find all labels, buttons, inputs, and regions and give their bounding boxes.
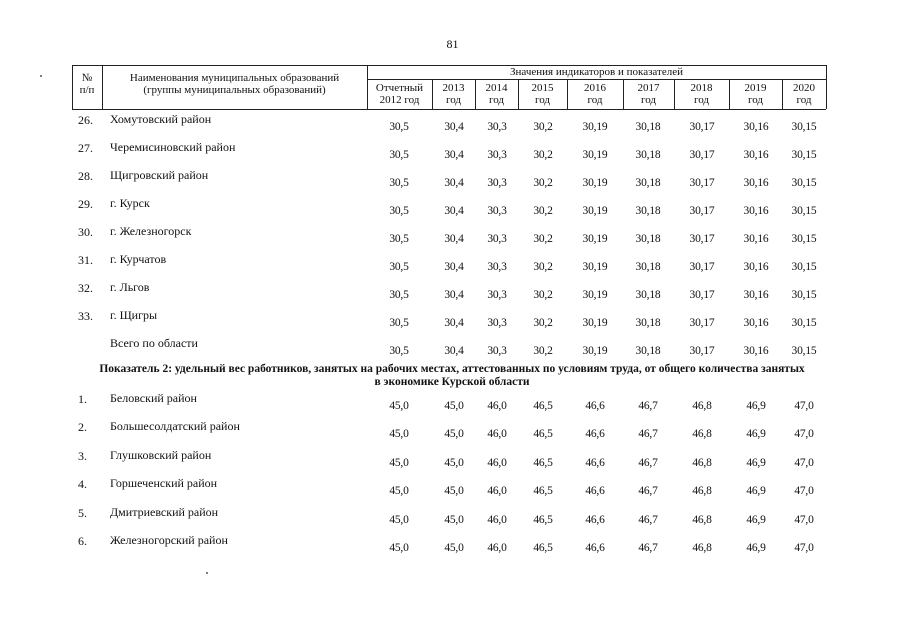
year-header-line1: 2017: [637, 82, 660, 94]
col-name-line1: Наименования муниципальных образований: [129, 72, 340, 84]
indicator-value: 30,18: [635, 149, 661, 161]
year-header-line1: 2018: [690, 82, 713, 94]
indicator-value: 47,0: [794, 513, 814, 526]
year-header-line1: 2016: [584, 82, 606, 94]
indicator-value: 30,2: [533, 317, 553, 329]
indicator-value: 30,15: [791, 317, 817, 329]
indicator-value: 30,16: [743, 233, 769, 245]
indicator-value: 30,5: [389, 233, 409, 245]
year-header-line1: Отчетный: [375, 82, 424, 94]
table-row: [72, 167, 826, 195]
indicator-value: 46,0: [487, 542, 507, 554]
indicator-value: 30,2: [533, 177, 553, 189]
indicator-value: 30,4: [444, 289, 464, 301]
indicator-value: 46,7: [638, 428, 658, 441]
indicator-value: 45,0: [444, 428, 464, 441]
indicator-value: 30,17: [689, 261, 715, 273]
row-number: 2.: [78, 420, 87, 435]
indicator-value: 30,19: [582, 261, 608, 273]
indicator-value: 30,2: [533, 289, 553, 301]
indicator-value: 30,5: [389, 345, 409, 357]
indicator-value: 46,7: [638, 456, 658, 469]
indicator-value: 45,0: [389, 400, 409, 412]
municipality-name: Щигровский район: [110, 168, 209, 182]
indicator-value: 46,7: [638, 400, 658, 412]
row-number: 5.: [78, 505, 87, 520]
municipality-name: г. Щигры: [110, 308, 158, 322]
indicator-value: 46,5: [533, 456, 553, 469]
row-number: 26.: [78, 113, 93, 127]
year-header-line2: год: [587, 94, 603, 106]
municipality-name: Горшеченский район: [110, 476, 218, 491]
indicator-value: 46,9: [746, 485, 766, 498]
municipality-name: Железногорский район: [110, 533, 228, 547]
indicator-value: 30,17: [689, 289, 715, 301]
indicator-value: 45,0: [444, 400, 464, 412]
indicator-value: 46,8: [692, 456, 712, 469]
indicator-value: 45,0: [444, 485, 464, 498]
indicator-value: 30,15: [791, 233, 817, 245]
page-number: 81: [446, 37, 459, 51]
indicator-value: 46,6: [585, 456, 605, 469]
indicator-value: 30,2: [533, 149, 553, 161]
indicator-value: 46,0: [487, 400, 507, 412]
scan-speck: [40, 75, 42, 77]
year-header: [432, 82, 475, 106]
indicator-value: 45,0: [389, 428, 409, 441]
table-header: [72, 65, 826, 109]
indicator-value: 47,0: [794, 485, 814, 498]
year-header: [475, 82, 518, 106]
table-row: [72, 279, 826, 307]
municipality-name: Большесолдатский район: [110, 419, 240, 434]
indicator-value: 45,0: [444, 542, 464, 554]
indicator-value: 46,6: [585, 400, 605, 412]
table-row: [72, 504, 826, 532]
indicator-value: 45,0: [389, 456, 409, 469]
indicator-value: 30,17: [689, 345, 715, 357]
indicator-value: 30,4: [444, 317, 464, 329]
indicator-value: 46,6: [585, 513, 605, 526]
row-number: 31.: [78, 253, 93, 267]
table-row: [72, 223, 826, 251]
municipality-name: г. Курск: [110, 196, 150, 210]
indicator-value: 46,9: [746, 428, 766, 441]
indicator-value: 30,18: [635, 205, 661, 217]
indicator-value: 30,17: [689, 205, 715, 217]
indicator-value: 30,16: [743, 149, 769, 161]
indicator-value: 30,18: [635, 345, 661, 357]
indicator-value: 45,0: [389, 542, 409, 554]
indicator-value: 30,19: [582, 177, 608, 189]
indicator-value: 30,19: [582, 233, 608, 245]
indicator-value: 47,0: [794, 428, 814, 441]
year-header: [567, 82, 623, 106]
indicator-2-line2: в экономике Курской области: [374, 376, 530, 388]
indicator-value: 30,15: [791, 177, 817, 189]
year-header: [623, 82, 674, 106]
indicator-value: 46,0: [487, 428, 507, 441]
indicator-value: 30,15: [791, 205, 817, 217]
indicator-value: 30,17: [689, 121, 715, 133]
indicator-value: 30,19: [582, 205, 608, 217]
indicator-value: 45,0: [444, 513, 464, 526]
indicator-value: 45,0: [389, 485, 409, 498]
row-number: 32.: [78, 281, 93, 295]
table-row: [72, 139, 826, 167]
municipality-name: г. Железногорск: [110, 224, 192, 238]
row-number: 1.: [78, 392, 87, 406]
indicator-value: 30,18: [635, 233, 661, 245]
indicator-value: 46,9: [746, 542, 766, 554]
indicator-value: 30,15: [791, 149, 817, 161]
indicator-value: 30,19: [582, 289, 608, 301]
col-name-line2: (группы муниципальных образований): [143, 84, 326, 96]
indicator-value: 30,4: [444, 205, 464, 217]
indicator-value: 30,16: [743, 121, 769, 133]
col-num-line2: п/п: [79, 84, 95, 96]
indicator-value: 46,5: [533, 400, 553, 412]
indicator-value: 30,16: [743, 177, 769, 189]
indicator-value: 30,2: [533, 205, 553, 217]
year-header-line2: год: [445, 94, 462, 106]
indicator-value: 46,7: [638, 513, 658, 526]
table-row: [72, 251, 826, 279]
row-number: 27.: [78, 141, 93, 155]
indicator-value: 30,18: [635, 317, 661, 329]
indicator-value: 30,3: [487, 177, 507, 189]
indicator-value: 30,18: [635, 121, 661, 133]
year-header-line1: 2019: [744, 82, 767, 94]
table-row: [72, 418, 826, 446]
table-row: [72, 307, 826, 335]
row-number: 28.: [78, 169, 93, 183]
indicator-value: 30,2: [533, 233, 553, 245]
year-header-line2: год: [488, 94, 505, 106]
indicator-value: 30,15: [791, 289, 817, 301]
row-number: 29.: [78, 197, 93, 211]
scan-speck: [206, 572, 208, 574]
indicator-value: 30,3: [487, 149, 507, 161]
indicator-value: 30,4: [444, 345, 464, 357]
indicator-value: 30,17: [689, 233, 715, 245]
indicator-value: 30,16: [743, 317, 769, 329]
year-header: [367, 82, 432, 106]
indicator-value: 30,3: [487, 317, 507, 329]
year-header: [518, 82, 567, 106]
indicator-value: 30,3: [487, 121, 507, 133]
indicator-value: 46,7: [638, 485, 658, 498]
col-num-header: [72, 72, 102, 96]
indicator-value: 30,4: [444, 261, 464, 273]
indicator-value: 30,5: [389, 121, 409, 133]
indicator-value: 46,0: [487, 485, 507, 498]
indicator-value: 30,17: [689, 317, 715, 329]
indicator-value: 30,15: [791, 121, 817, 133]
indicator-value: 30,3: [487, 289, 507, 301]
indicator-value: 30,19: [582, 121, 608, 133]
indicator-value: 30,19: [582, 345, 608, 357]
indicator-value: 46,6: [585, 428, 605, 441]
indicator-value: 30,4: [444, 121, 464, 133]
row-number: 3.: [78, 448, 87, 463]
year-header-line1: 2020: [793, 82, 815, 94]
col-num-line1: №: [81, 72, 93, 84]
year-header-line2: год: [796, 94, 812, 106]
municipality-name: Хомутовский район: [110, 112, 212, 126]
indicator-value: 46,5: [533, 513, 553, 526]
year-header-line1: 2013: [442, 82, 465, 94]
col-name-header: [102, 72, 367, 96]
indicator-2-title: [72, 363, 832, 389]
indicator-value: 30,3: [487, 233, 507, 245]
indicator-value: 30,5: [389, 317, 409, 329]
year-header-line2: год: [747, 94, 764, 106]
indicator-value: 30,17: [689, 149, 715, 161]
municipality-name: Беловский район: [110, 391, 197, 405]
row-number: 4.: [78, 477, 87, 492]
year-header-line1: 2015: [531, 82, 554, 94]
municipality-name: г. Льгов: [110, 280, 150, 294]
indicator-value: 30,4: [444, 233, 464, 245]
year-header: [729, 82, 782, 106]
year-header-line2: год: [534, 94, 551, 106]
indicator-value: 46,0: [487, 456, 507, 469]
indicator-value: 30,5: [389, 149, 409, 161]
indicator-value: 46,9: [746, 400, 766, 412]
indicator-value: 30,3: [487, 205, 507, 217]
row-number: 30.: [78, 225, 93, 239]
indicator-value: 30,2: [533, 121, 553, 133]
table-row: [72, 111, 826, 139]
indicator-value: 46,9: [746, 456, 766, 469]
indicator-value: 30,18: [635, 261, 661, 273]
indicator-value: 30,3: [487, 261, 507, 273]
table-row: [72, 335, 826, 363]
year-header-line2: год: [693, 94, 710, 106]
indicator-value: 46,8: [692, 513, 712, 526]
year-header-line1: 2014: [485, 82, 508, 94]
indicator-value: 30,2: [533, 261, 553, 273]
year-header: [674, 82, 729, 106]
indicator-value: 30,5: [389, 261, 409, 273]
indicator-value: 45,0: [389, 513, 409, 526]
indicator-value: 46,6: [585, 485, 605, 498]
indicator-value: 30,16: [743, 205, 769, 217]
indicator-2-line1: Показатель 2: удельный вес работников, занятых на рабочих местах, аттестованных по условиям труда, от общего количества занятых: [99, 363, 805, 375]
table-row: [72, 195, 826, 223]
indicator-value: 46,9: [746, 513, 766, 526]
table-row: [72, 447, 826, 475]
indicator-value: 30,5: [389, 289, 409, 301]
municipality-name: Всего по области: [110, 336, 198, 350]
municipality-name: Глушковский район: [110, 447, 212, 462]
indicator-value: 30,4: [444, 149, 464, 161]
indicator-value: 46,8: [692, 542, 712, 554]
indicator-value: 46,5: [533, 542, 553, 554]
indicator-value: 30,16: [743, 289, 769, 301]
indicator-value: 30,16: [743, 345, 769, 357]
indicator-value: 46,8: [692, 485, 712, 498]
indicator-value: 30,17: [689, 177, 715, 189]
indicator-value: 46,5: [533, 428, 553, 441]
indicator-value: 46,8: [692, 428, 712, 441]
indicator-value: 46,8: [692, 400, 712, 412]
indicator-value: 30,2: [533, 345, 553, 357]
table-row: [72, 390, 826, 418]
table-row: [72, 532, 826, 560]
indicator-value: 30,5: [389, 177, 409, 189]
indicator-value: 30,19: [582, 317, 608, 329]
municipality-name: Дмитриевский район: [110, 504, 219, 519]
indicator-value: 30,18: [635, 177, 661, 189]
indicator-value: 46,6: [585, 542, 605, 554]
indicator-value: 30,15: [791, 261, 817, 273]
indicator-value: 45,0: [444, 456, 464, 469]
indicator-value: 30,16: [743, 261, 769, 273]
row-number: 33.: [78, 309, 93, 323]
year-header: [782, 82, 826, 106]
indicator-value: 47,0: [794, 400, 814, 412]
indicator-value: 46,7: [638, 542, 658, 554]
indicator-value: 30,3: [487, 345, 507, 357]
indicator-value: 47,0: [794, 456, 814, 469]
group-title: Значения индикаторов и показателей: [510, 66, 683, 78]
row-number: 6.: [78, 534, 87, 548]
year-header-line2: год: [640, 94, 657, 106]
indicator-value: 30,15: [791, 345, 817, 357]
municipality-name: Черемисиновский район: [110, 140, 236, 154]
indicator-value: 30,19: [582, 149, 608, 161]
indicator-value: 47,0: [794, 542, 814, 554]
indicator-value: 30,5: [389, 205, 409, 217]
indicator-value: 46,5: [533, 485, 553, 498]
table-row: [72, 475, 826, 503]
indicator-value: 46,0: [487, 513, 507, 526]
indicator-value: 30,18: [635, 289, 661, 301]
year-header-line2: 2012 год: [379, 94, 420, 106]
indicator-value: 30,4: [444, 177, 464, 189]
municipality-name: г. Курчатов: [110, 252, 167, 266]
